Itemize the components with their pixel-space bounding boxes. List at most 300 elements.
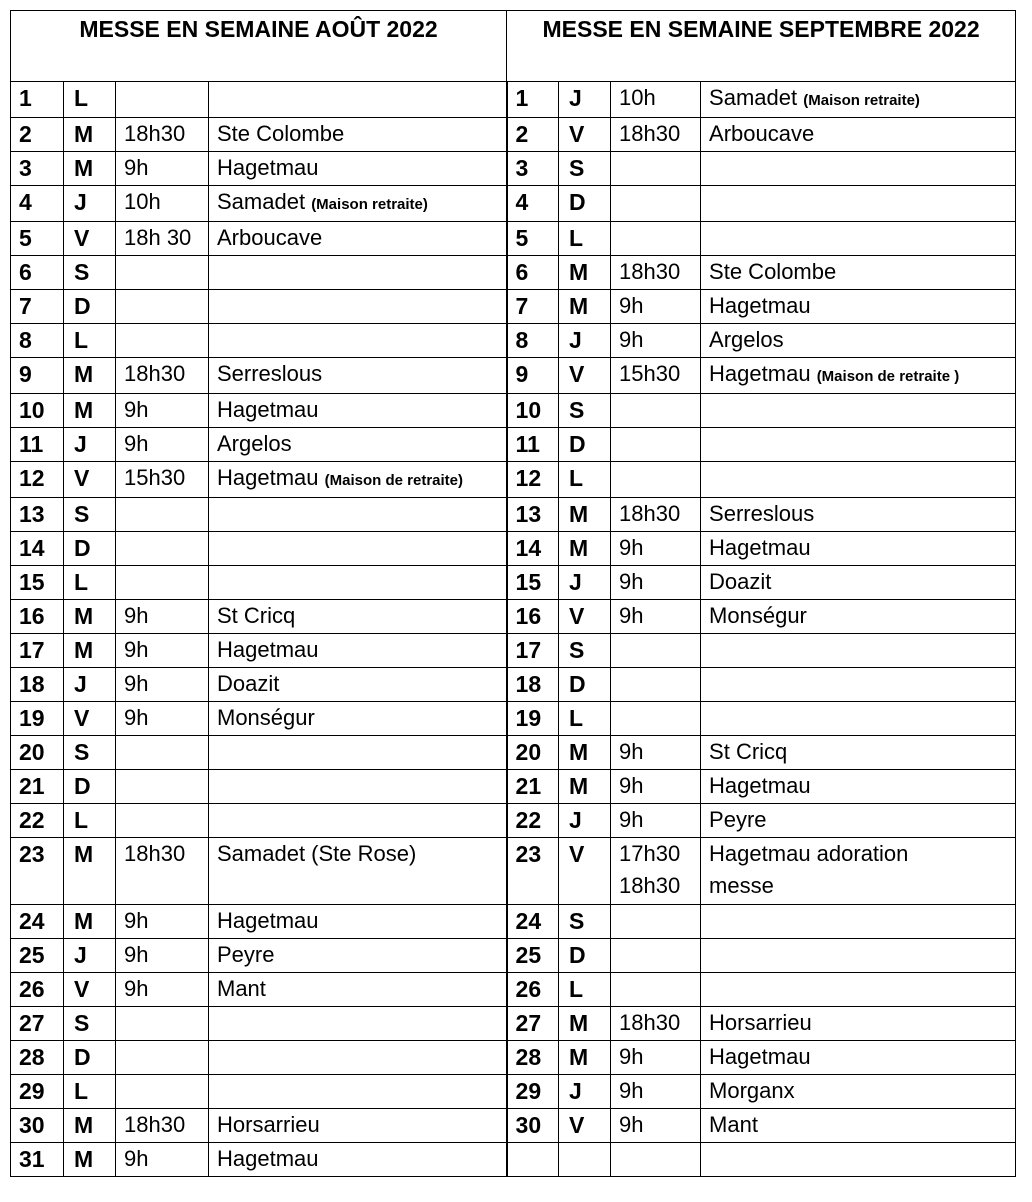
place-name: Arboucave xyxy=(217,225,323,250)
september-day-number: 18 xyxy=(507,668,559,702)
table-row xyxy=(11,498,1016,532)
september-place xyxy=(701,256,1016,290)
august-time: 9h xyxy=(116,668,209,702)
september-time: 18h30 xyxy=(611,118,701,152)
august-day-number: 30 xyxy=(11,1109,64,1143)
september-place xyxy=(701,152,1016,186)
september-time: 9h xyxy=(611,770,701,804)
august-weekday: L xyxy=(64,1075,116,1109)
table-row xyxy=(11,1143,1016,1177)
table-row xyxy=(11,973,1016,1007)
september-weekday: J xyxy=(559,1075,611,1109)
august-time: 10h xyxy=(116,186,209,222)
august-day-number: 26 xyxy=(11,973,64,1007)
september-place xyxy=(701,498,1016,532)
august-day-number: 7 xyxy=(11,290,64,324)
september-day-number: 21 xyxy=(507,770,559,804)
place-note: (Maison retraite) xyxy=(311,196,428,213)
september-place xyxy=(701,222,1016,256)
september-day-number: 2 xyxy=(507,118,559,152)
august-time xyxy=(116,290,209,324)
september-day-number: 1 xyxy=(507,82,559,118)
table-row xyxy=(11,428,1016,462)
september-time xyxy=(611,394,701,428)
august-time: 9h xyxy=(116,152,209,186)
table-row xyxy=(11,358,1016,394)
august-weekday: S xyxy=(64,498,116,532)
august-time: 9h xyxy=(116,394,209,428)
august-day-number: 6 xyxy=(11,256,64,290)
september-place xyxy=(701,428,1016,462)
september-place xyxy=(701,600,1016,634)
september-weekday xyxy=(559,1143,611,1177)
september-day-number: 10 xyxy=(507,394,559,428)
table-row xyxy=(11,668,1016,702)
august-time: 9h xyxy=(116,905,209,939)
august-day-number: 29 xyxy=(11,1075,64,1109)
august-place xyxy=(209,358,507,394)
table-row xyxy=(11,1007,1016,1041)
september-place xyxy=(701,1041,1016,1075)
august-weekday: D xyxy=(64,290,116,324)
table-row xyxy=(11,770,1016,804)
august-day-number: 17 xyxy=(11,634,64,668)
table-row xyxy=(11,186,1016,222)
september-time xyxy=(611,1143,701,1177)
august-time: 9h xyxy=(116,702,209,736)
september-weekday: M xyxy=(559,498,611,532)
september-place xyxy=(701,462,1016,498)
september-place xyxy=(701,532,1016,566)
august-weekday: M xyxy=(64,358,116,394)
place-name: Horsarrieu xyxy=(709,1010,812,1035)
september-time: 9h xyxy=(611,1041,701,1075)
august-place xyxy=(209,973,507,1007)
august-weekday: V xyxy=(64,973,116,1007)
august-time: 18h30 xyxy=(116,118,209,152)
august-place xyxy=(209,186,507,222)
august-time xyxy=(116,1007,209,1041)
place-name: Hagetmau xyxy=(709,1044,811,1069)
header-row xyxy=(11,11,1016,82)
september-place xyxy=(701,324,1016,358)
table-row xyxy=(11,600,1016,634)
august-time: 18h30 xyxy=(116,1109,209,1143)
august-day-number: 13 xyxy=(11,498,64,532)
august-time xyxy=(116,736,209,770)
table-row xyxy=(11,532,1016,566)
august-place xyxy=(209,394,507,428)
august-weekday: S xyxy=(64,256,116,290)
table-row xyxy=(11,324,1016,358)
september-time xyxy=(611,668,701,702)
august-place xyxy=(209,668,507,702)
august-weekday: M xyxy=(64,600,116,634)
september-time: 18h30 xyxy=(611,256,701,290)
september-time xyxy=(611,905,701,939)
august-time: 15h30 xyxy=(116,462,209,498)
september-time: 9h xyxy=(611,290,701,324)
august-day-number: 19 xyxy=(11,702,64,736)
august-weekday: D xyxy=(64,770,116,804)
august-place xyxy=(209,118,507,152)
place-name: Doazit xyxy=(709,569,772,594)
august-place xyxy=(209,498,507,532)
september-day-number: 14 xyxy=(507,532,559,566)
september-day-number: 28 xyxy=(507,1041,559,1075)
august-weekday: M xyxy=(64,394,116,428)
place-name: Ste Colombe xyxy=(709,259,837,284)
september-time: 9h xyxy=(611,736,701,770)
place-note: (Maison de retraite) xyxy=(324,472,464,489)
september-day-number: 22 xyxy=(507,804,559,838)
august-place xyxy=(209,428,507,462)
august-weekday: V xyxy=(64,462,116,498)
august-time: 9h xyxy=(116,1143,209,1177)
august-time xyxy=(116,498,209,532)
september-time: 10h xyxy=(611,82,701,118)
september-day-number: 4 xyxy=(507,186,559,222)
september-day-number: 20 xyxy=(507,736,559,770)
september-day-number: 13 xyxy=(507,498,559,532)
august-time xyxy=(116,82,209,118)
september-place xyxy=(701,82,1016,118)
september-weekday: D xyxy=(559,186,611,222)
place-name: Hagetmau xyxy=(217,155,319,180)
august-place xyxy=(209,566,507,600)
table-row xyxy=(11,152,1016,186)
august-day-number: 1 xyxy=(11,82,64,118)
september-place xyxy=(701,634,1016,668)
august-place xyxy=(209,324,507,358)
august-weekday: J xyxy=(64,668,116,702)
place-name: Ste Colombe xyxy=(217,121,345,146)
table-row xyxy=(11,634,1016,668)
september-day-number: 8 xyxy=(507,324,559,358)
august-day-number: 11 xyxy=(11,428,64,462)
september-place xyxy=(701,702,1016,736)
august-place xyxy=(209,1041,507,1075)
august-day-number: 27 xyxy=(11,1007,64,1041)
september-place xyxy=(701,566,1016,600)
place-name: Arboucave xyxy=(709,121,815,146)
place-name: Hagetmau adoration messe xyxy=(709,841,909,898)
september-weekday: M xyxy=(559,770,611,804)
september-weekday: V xyxy=(559,838,611,905)
september-day-number: 11 xyxy=(507,428,559,462)
august-time: 18h30 xyxy=(116,358,209,394)
table-row xyxy=(11,905,1016,939)
september-weekday: S xyxy=(559,905,611,939)
september-place xyxy=(701,1109,1016,1143)
august-weekday: V xyxy=(64,702,116,736)
table-row xyxy=(11,82,1016,118)
august-weekday: M xyxy=(64,838,116,905)
august-weekday: M xyxy=(64,634,116,668)
september-place xyxy=(701,394,1016,428)
august-place xyxy=(209,152,507,186)
september-place xyxy=(701,1143,1016,1177)
august-time xyxy=(116,532,209,566)
august-place xyxy=(209,905,507,939)
august-place xyxy=(209,256,507,290)
place-name: Peyre xyxy=(709,807,767,832)
september-day-number: 16 xyxy=(507,600,559,634)
table-row xyxy=(11,939,1016,973)
september-weekday: V xyxy=(559,358,611,394)
august-place xyxy=(209,462,507,498)
september-weekday: D xyxy=(559,428,611,462)
september-day-number xyxy=(507,1143,559,1177)
august-place xyxy=(209,634,507,668)
august-place xyxy=(209,1109,507,1143)
august-place xyxy=(209,736,507,770)
place-name: Hagetmau xyxy=(217,397,319,422)
august-day-number: 8 xyxy=(11,324,64,358)
september-weekday: L xyxy=(559,222,611,256)
september-day-number: 30 xyxy=(507,1109,559,1143)
august-place xyxy=(209,290,507,324)
september-time: 9h xyxy=(611,600,701,634)
september-day-number: 6 xyxy=(507,256,559,290)
place-name: Monségur xyxy=(217,705,315,730)
place-name: Peyre xyxy=(217,942,275,967)
september-place xyxy=(701,118,1016,152)
place-name: Serreslous xyxy=(217,361,323,386)
mass-schedule xyxy=(10,10,1016,1177)
schedule-body xyxy=(11,82,1016,1177)
august-place xyxy=(209,222,507,256)
august-day-number: 20 xyxy=(11,736,64,770)
august-place xyxy=(209,838,507,905)
august-weekday: D xyxy=(64,1041,116,1075)
place-name: Horsarrieu xyxy=(217,1112,320,1137)
september-day-number: 5 xyxy=(507,222,559,256)
place-name: Hagetmau xyxy=(709,773,811,798)
place-name: Samadet (Ste Rose) xyxy=(217,841,417,866)
september-time xyxy=(611,634,701,668)
august-day-number: 21 xyxy=(11,770,64,804)
september-place xyxy=(701,770,1016,804)
table-row xyxy=(11,256,1016,290)
september-place xyxy=(701,804,1016,838)
place-name: Hagetmau xyxy=(709,535,811,560)
september-time xyxy=(611,152,701,186)
september-time xyxy=(611,462,701,498)
august-day-number: 14 xyxy=(11,532,64,566)
august-place xyxy=(209,939,507,973)
september-weekday: L xyxy=(559,462,611,498)
august-day-number: 31 xyxy=(11,1143,64,1177)
august-weekday: M xyxy=(64,118,116,152)
september-place xyxy=(701,838,1016,905)
september-place xyxy=(701,736,1016,770)
place-name: St Cricq xyxy=(217,603,296,628)
august-day-number: 28 xyxy=(11,1041,64,1075)
august-weekday: L xyxy=(64,804,116,838)
september-weekday: S xyxy=(559,152,611,186)
september-time xyxy=(611,939,701,973)
august-weekday: M xyxy=(64,1109,116,1143)
august-weekday: S xyxy=(64,1007,116,1041)
august-day-number: 5 xyxy=(11,222,64,256)
september-place xyxy=(701,358,1016,394)
august-place xyxy=(209,1007,507,1041)
august-place xyxy=(209,702,507,736)
place-name: Doazit xyxy=(217,671,280,696)
august-day-number: 23 xyxy=(11,838,64,905)
september-day-number: 12 xyxy=(507,462,559,498)
september-day-number: 24 xyxy=(507,905,559,939)
september-place xyxy=(701,290,1016,324)
august-weekday: S xyxy=(64,736,116,770)
place-name: Hagetmau xyxy=(217,465,319,490)
august-time xyxy=(116,1075,209,1109)
place-name: Serreslous xyxy=(709,501,815,526)
august-header: MESSE EN SEMAINE AOÛT 2022 xyxy=(11,11,507,82)
august-time xyxy=(116,256,209,290)
table-row xyxy=(11,290,1016,324)
september-time xyxy=(611,973,701,1007)
september-weekday: S xyxy=(559,634,611,668)
september-place xyxy=(701,668,1016,702)
september-time: 9h xyxy=(611,532,701,566)
september-weekday: D xyxy=(559,939,611,973)
september-weekday: V xyxy=(559,600,611,634)
august-time xyxy=(116,804,209,838)
september-day-number: 23 xyxy=(507,838,559,905)
september-time: 9h xyxy=(611,804,701,838)
august-weekday: J xyxy=(64,428,116,462)
august-weekday: L xyxy=(64,566,116,600)
september-weekday: M xyxy=(559,256,611,290)
august-day-number: 15 xyxy=(11,566,64,600)
september-weekday: L xyxy=(559,973,611,1007)
august-day-number: 22 xyxy=(11,804,64,838)
august-time: 9h xyxy=(116,973,209,1007)
september-time xyxy=(611,186,701,222)
place-name: Hagetmau xyxy=(217,908,319,933)
august-place xyxy=(209,600,507,634)
table-row xyxy=(11,462,1016,498)
september-place xyxy=(701,905,1016,939)
september-weekday: M xyxy=(559,532,611,566)
table-row xyxy=(11,394,1016,428)
august-weekday: M xyxy=(64,905,116,939)
august-weekday: V xyxy=(64,222,116,256)
august-day-number: 16 xyxy=(11,600,64,634)
september-place xyxy=(701,1075,1016,1109)
september-day-number: 25 xyxy=(507,939,559,973)
place-name: Argelos xyxy=(217,431,292,456)
august-place xyxy=(209,532,507,566)
place-name: Hagetmau xyxy=(217,1146,319,1171)
august-time: 9h xyxy=(116,939,209,973)
place-name: Mant xyxy=(709,1112,758,1137)
september-weekday: L xyxy=(559,702,611,736)
august-weekday: M xyxy=(64,152,116,186)
september-place xyxy=(701,939,1016,973)
september-day-number: 26 xyxy=(507,973,559,1007)
september-weekday: M xyxy=(559,290,611,324)
table-row xyxy=(11,118,1016,152)
august-place xyxy=(209,770,507,804)
august-time xyxy=(116,770,209,804)
august-weekday: M xyxy=(64,1143,116,1177)
august-time: 9h xyxy=(116,428,209,462)
august-time: 18h30 xyxy=(116,838,209,905)
august-time xyxy=(116,566,209,600)
september-time: 15h30 xyxy=(611,358,701,394)
september-time: 9h xyxy=(611,324,701,358)
august-weekday: L xyxy=(64,324,116,358)
september-time: 9h xyxy=(611,1109,701,1143)
september-time: 18h30 xyxy=(611,1007,701,1041)
place-name: Morganx xyxy=(709,1078,795,1103)
place-name: Mant xyxy=(217,976,266,1001)
september-weekday: S xyxy=(559,394,611,428)
august-place xyxy=(209,1075,507,1109)
table-row xyxy=(11,222,1016,256)
august-time xyxy=(116,324,209,358)
place-name: Samadet xyxy=(709,85,798,110)
august-day-number: 25 xyxy=(11,939,64,973)
september-day-number: 27 xyxy=(507,1007,559,1041)
september-day-number: 17 xyxy=(507,634,559,668)
place-name: St Cricq xyxy=(709,739,788,764)
place-note: (Maison de retraite ) xyxy=(816,368,960,385)
table-row xyxy=(11,1109,1016,1143)
place-name: Monségur xyxy=(709,603,807,628)
august-weekday: J xyxy=(64,939,116,973)
place-name: Argelos xyxy=(709,327,784,352)
september-time: 9h xyxy=(611,566,701,600)
august-day-number: 10 xyxy=(11,394,64,428)
september-day-number: 3 xyxy=(507,152,559,186)
place-name: Hagetmau xyxy=(709,361,811,386)
september-place xyxy=(701,1007,1016,1041)
september-time: 18h30 xyxy=(611,498,701,532)
table-row xyxy=(11,1075,1016,1109)
august-day-number: 4 xyxy=(11,186,64,222)
august-place xyxy=(209,1143,507,1177)
september-weekday: M xyxy=(559,1041,611,1075)
august-time: 9h xyxy=(116,634,209,668)
august-place xyxy=(209,804,507,838)
table-row xyxy=(11,702,1016,736)
august-weekday: D xyxy=(64,532,116,566)
september-header: MESSE EN SEMAINE SEPTEMBRE 2022 xyxy=(507,11,1016,82)
august-day-number: 12 xyxy=(11,462,64,498)
september-time: 17h30 18h30 xyxy=(611,838,701,905)
september-weekday: J xyxy=(559,82,611,118)
august-time: 18h 30 xyxy=(116,222,209,256)
september-weekday: M xyxy=(559,736,611,770)
september-place xyxy=(701,973,1016,1007)
august-weekday: J xyxy=(64,186,116,222)
september-time xyxy=(611,222,701,256)
table-row xyxy=(11,1041,1016,1075)
place-note: (Maison retraite) xyxy=(803,92,920,109)
august-day-number: 24 xyxy=(11,905,64,939)
place-name: Samadet xyxy=(217,189,306,214)
september-day-number: 7 xyxy=(507,290,559,324)
september-day-number: 19 xyxy=(507,702,559,736)
september-weekday: D xyxy=(559,668,611,702)
september-weekday: V xyxy=(559,118,611,152)
september-weekday: V xyxy=(559,1109,611,1143)
august-day-number: 2 xyxy=(11,118,64,152)
